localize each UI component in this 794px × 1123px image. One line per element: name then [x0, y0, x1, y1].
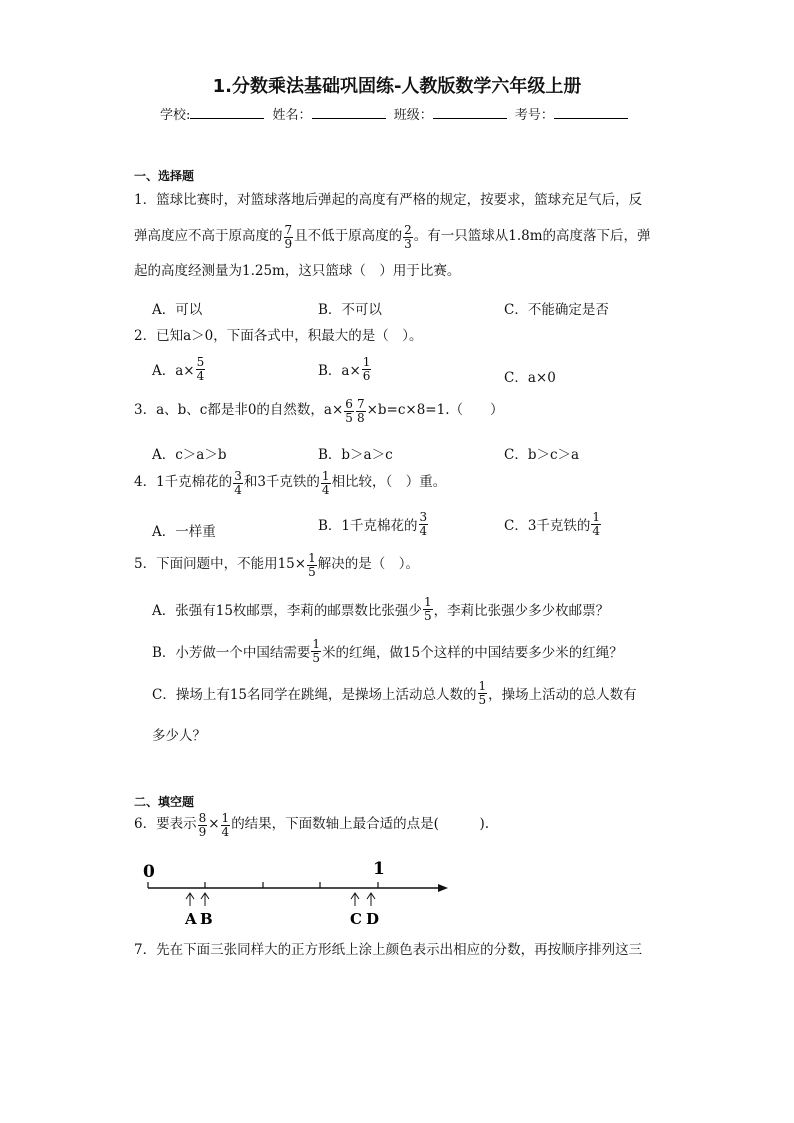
q5-option-c-line2: 多少人？ — [152, 728, 206, 744]
section-choice-heading: 一、选择题 — [134, 169, 195, 183]
section-fill-heading: 二、填空题 — [134, 795, 195, 809]
q3-option-a: A．c＞a＞b — [152, 447, 227, 463]
fraction: $\frac{1}{5}$ — [312, 637, 321, 665]
fraction: $\frac{2}{3}$ — [404, 223, 412, 251]
fraction: $\frac{1}{5}$ — [308, 551, 316, 579]
point-label-d: D — [366, 910, 380, 928]
q7-line1: 7．先在下面三张同样大的正方形纸上涂上颜色表示出相应的分数，再按顺序排列这三 — [134, 942, 643, 958]
q1-line2: 弹高度应不高于原高度的 $\frac{7}{9}$ 且不低于原高度的 $\frac{2}{3}$ 。有一只篮球从1.8m的高度落下后，弹 — [134, 223, 651, 251]
point-label-b: B — [200, 910, 213, 928]
q2-option-c: C．a×0 — [504, 370, 556, 386]
point-label-c: C — [350, 910, 362, 928]
fraction: $\frac{1}{4}$ — [592, 510, 601, 538]
name-blank — [312, 106, 386, 119]
school-label: 学校: — [160, 108, 191, 123]
q1-option-c: C．不能确定是否 — [504, 302, 609, 318]
q3-stem: 3．a、b、c都是非0的自然数，a× $\frac{6}{5}$ $\frac{7}{8}$ ×b=c×8=1.（ ） — [134, 397, 504, 425]
fraction: $\frac{1}{5}$ — [423, 595, 432, 623]
q5-stem: 5．下面问题中，不能用15× $\frac{1}{5}$ 解决的是（ ）。 — [134, 551, 419, 579]
q3-option-c: C．b＞c＞a — [504, 447, 580, 463]
q4-option-b: B．1千克棉花的 $\frac{3}{4}$ — [318, 510, 428, 538]
q2-option-b: B．a× $\frac{1}{6}$ — [318, 355, 371, 383]
fraction: $\frac{1}{6}$ — [362, 355, 371, 383]
q5-option-b: B．小芳做一个中国结需要 $\frac{1}{5}$ 米的红绳，做15个这样的中国结要多少米的红绳？ — [152, 637, 623, 665]
arrow-up-icon — [186, 893, 194, 906]
student-info — [160, 104, 632, 123]
fraction: $\frac{1}{5}$ — [478, 679, 487, 707]
fraction: $\frac{5}{4}$ — [196, 355, 205, 383]
class-blank — [433, 106, 507, 119]
q2-option-a: A．a× $\frac{5}{4}$ — [152, 355, 205, 383]
q2-stem: 2．已知a＞0，下面各式中，积最大的是（ ）。 — [134, 328, 423, 344]
q4-option-c: C．3千克铁的 $\frac{1}{4}$ — [504, 510, 601, 538]
school-blank — [190, 106, 264, 119]
q1-line3: 起的高度经测量为1.25m，这只篮球（ ）用于比赛。 — [134, 263, 461, 279]
page-title: 1.分数乘法基础巩固练-人教版数学六年级上册 — [212, 76, 582, 97]
arrow-up-icon — [367, 893, 375, 906]
q1-option-b: B．不可以 — [318, 302, 382, 318]
fraction: $\frac{3}{4}$ — [419, 510, 428, 538]
q1-option-a: A．可以 — [152, 302, 203, 318]
arrow-up-icon — [351, 893, 359, 906]
number-blank — [554, 106, 628, 119]
point-label-a: A — [185, 910, 197, 928]
q4-option-a: A．一样重 — [152, 524, 216, 540]
q5-option-a: A．张强有15枚邮票，李莉的邮票数比张强少 $\frac{1}{5}$ ，李莉比张强少多少枚邮票？ — [152, 595, 610, 623]
label-one: 1 — [373, 859, 385, 879]
fraction: $\frac{1}{4}$ — [221, 811, 230, 839]
q1-line1: 1．篮球比赛时，对篮球落地后弹起的高度有严格的规定，按要求，篮球充足气后，反 — [134, 192, 643, 208]
fraction: $\frac{3}{4}$ — [234, 469, 242, 497]
fraction: $\frac{6}{5}$ — [345, 397, 353, 425]
number-label: 考号： — [514, 108, 554, 123]
arrowhead-icon — [438, 884, 448, 892]
q5-option-c: C．操场上有15名同学在跳绳，是操场上活动总人数的 $\frac{1}{5}$ ，操场上活动的总人数有 — [152, 679, 637, 707]
fraction: $\frac{7}{9}$ — [284, 223, 293, 251]
class-label: 班级： — [393, 108, 433, 123]
number-line-figure — [130, 852, 460, 932]
fraction: $\frac{1}{4}$ — [321, 469, 330, 497]
fraction: $\frac{8}{9}$ — [198, 811, 207, 839]
name-label: 姓名： — [272, 108, 312, 123]
q3-option-b: B．b＞a＞c — [318, 447, 393, 463]
q6-stem: 6．要表示 $\frac{8}{9}$ × $\frac{1}{4}$ 的结果，下面数轴上最合适的点是( ). — [134, 811, 490, 839]
arrow-up-icon — [201, 893, 209, 906]
label-zero: 0 — [143, 862, 155, 882]
q4-stem: 4．1千克棉花的 $\frac{3}{4}$ 和3千克铁的 $\frac{1}{4}$ 相比较，（ ）重。 — [134, 469, 447, 497]
fraction: $\frac{7}{8}$ — [356, 397, 365, 425]
